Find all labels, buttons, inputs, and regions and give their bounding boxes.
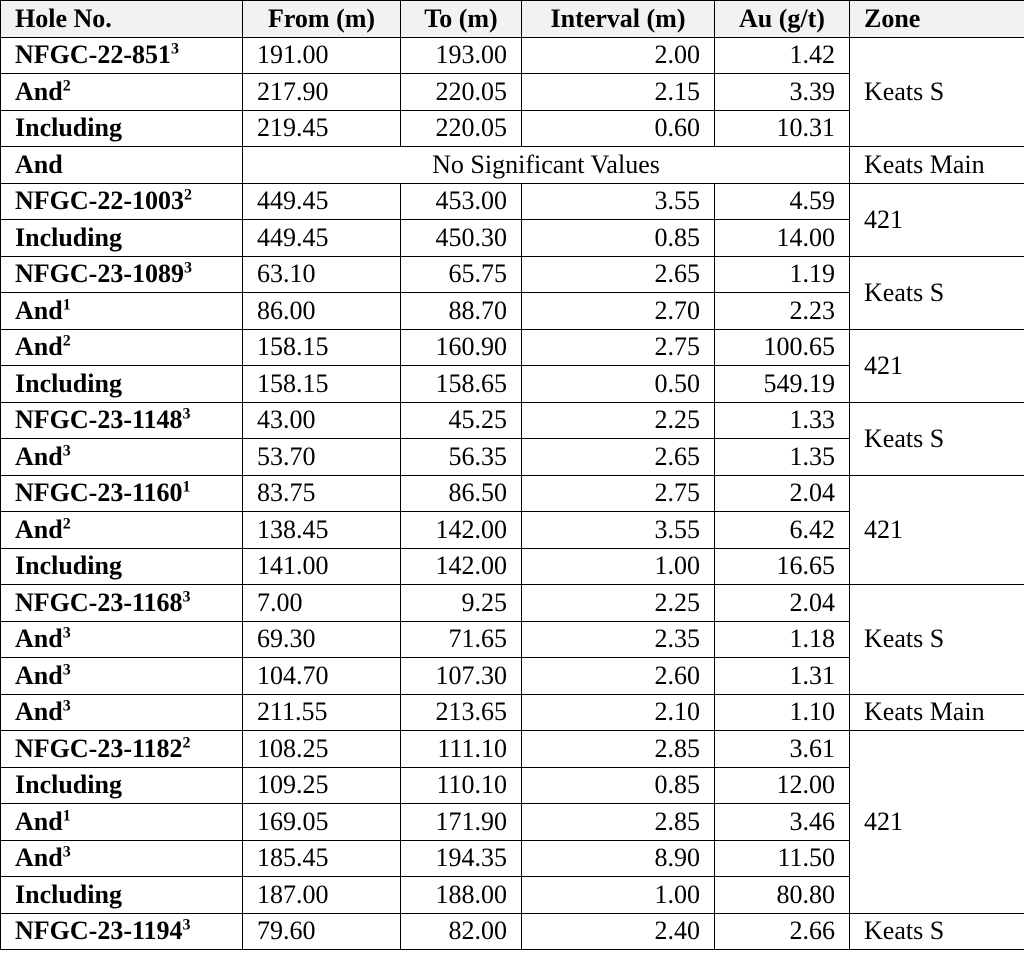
zone-cell: Keats S xyxy=(850,256,1024,329)
hole-no-cell xyxy=(1,74,243,111)
table-row xyxy=(1,585,1024,622)
hole-no-text: And xyxy=(15,806,63,836)
hole-no-text: Including xyxy=(15,222,122,252)
footnote-marker: 1 xyxy=(62,807,71,825)
hole-no-cell xyxy=(1,840,243,877)
hole-no-cell xyxy=(1,694,243,731)
au-cell: 3.46 xyxy=(715,804,850,841)
from-cell: 53.70 xyxy=(243,439,401,476)
zone-cell: 421 xyxy=(850,183,1024,256)
interval-cell: 0.50 xyxy=(522,366,715,403)
zone-cell: 421 xyxy=(850,329,1024,402)
from-cell: 158.15 xyxy=(243,366,401,403)
au-cell: 6.42 xyxy=(715,512,850,549)
hole-no-text: And xyxy=(15,76,63,106)
hole-no-cell xyxy=(1,220,243,257)
interval-cell: 8.90 xyxy=(522,840,715,877)
au-cell: 12.00 xyxy=(715,767,850,804)
to-cell: 188.00 xyxy=(401,877,522,914)
hole-no-cell xyxy=(1,183,243,220)
hole-no-text: And xyxy=(15,514,63,544)
header-to: To (m) xyxy=(401,1,522,38)
header-au: Au (g/t) xyxy=(715,1,850,38)
from-cell: 69.30 xyxy=(243,621,401,658)
hole-no-text: Including xyxy=(15,770,122,800)
interval-cell: 0.85 xyxy=(522,767,715,804)
interval-cell: 2.00 xyxy=(522,37,715,74)
table-row xyxy=(1,475,1024,512)
interval-cell: 2.25 xyxy=(522,402,715,439)
to-cell: 56.35 xyxy=(401,439,522,476)
to-cell: 142.00 xyxy=(401,548,522,585)
to-cell: 171.90 xyxy=(401,804,522,841)
from-cell: 79.60 xyxy=(243,913,401,950)
to-cell: 220.05 xyxy=(401,74,522,111)
from-cell: 141.00 xyxy=(243,548,401,585)
interval-cell: 3.55 xyxy=(522,183,715,220)
hole-no-cell xyxy=(1,767,243,804)
interval-cell: 2.70 xyxy=(522,293,715,330)
hole-no-cell xyxy=(1,147,243,184)
hole-no-text: NFGC-23-1148 xyxy=(15,405,183,435)
hole-no-cell xyxy=(1,658,243,695)
footnote-marker: 2 xyxy=(62,332,71,350)
hole-no-cell xyxy=(1,804,243,841)
au-cell: 3.39 xyxy=(715,74,850,111)
footnote-marker: 3 xyxy=(170,40,179,58)
footnote-marker: 3 xyxy=(62,843,71,861)
hole-no-text: Including xyxy=(15,113,122,143)
hole-no-cell xyxy=(1,877,243,914)
to-cell: 82.00 xyxy=(401,913,522,950)
to-cell: 450.30 xyxy=(401,220,522,257)
from-cell: 108.25 xyxy=(243,731,401,768)
footnote-marker: 3 xyxy=(62,624,71,642)
au-cell: 3.61 xyxy=(715,731,850,768)
interval-cell: 3.55 xyxy=(522,512,715,549)
to-cell: 453.00 xyxy=(401,183,522,220)
header-zone: Zone xyxy=(850,1,1024,38)
no-significant-values-cell: No Significant Values xyxy=(243,147,850,184)
au-cell: 1.18 xyxy=(715,621,850,658)
au-cell: 80.80 xyxy=(715,877,850,914)
interval-cell: 2.65 xyxy=(522,439,715,476)
footnote-marker: 2 xyxy=(62,77,71,95)
from-cell: 169.05 xyxy=(243,804,401,841)
au-cell: 549.19 xyxy=(715,366,850,403)
interval-cell: 2.60 xyxy=(522,658,715,695)
hole-no-text: Including xyxy=(15,368,122,398)
interval-cell: 2.10 xyxy=(522,694,715,731)
from-cell: 449.45 xyxy=(243,220,401,257)
table-row xyxy=(1,731,1024,768)
footnote-marker: 2 xyxy=(183,186,192,204)
interval-cell: 2.35 xyxy=(522,621,715,658)
au-cell: 4.59 xyxy=(715,183,850,220)
hole-no-cell xyxy=(1,913,243,950)
to-cell: 71.65 xyxy=(401,621,522,658)
to-cell: 194.35 xyxy=(401,840,522,877)
from-cell: 7.00 xyxy=(243,585,401,622)
to-cell: 111.10 xyxy=(401,731,522,768)
hole-no-text: And xyxy=(15,624,63,654)
to-cell: 110.10 xyxy=(401,767,522,804)
hole-no-text: And xyxy=(15,332,63,362)
zone-cell: Keats Main xyxy=(850,694,1024,731)
table-row xyxy=(1,256,1024,293)
interval-cell: 2.65 xyxy=(522,256,715,293)
au-cell: 2.23 xyxy=(715,293,850,330)
hole-no-cell xyxy=(1,585,243,622)
hole-no-cell xyxy=(1,293,243,330)
au-cell: 16.65 xyxy=(715,548,850,585)
to-cell: 220.05 xyxy=(401,110,522,147)
hole-no-cell xyxy=(1,366,243,403)
zone-cell: Keats S xyxy=(850,585,1024,695)
interval-cell: 2.85 xyxy=(522,804,715,841)
table-row xyxy=(1,183,1024,220)
hole-no-text: NFGC-23-1160 xyxy=(15,478,183,508)
to-cell: 45.25 xyxy=(401,402,522,439)
au-cell: 2.66 xyxy=(715,913,850,950)
hole-no-text: And xyxy=(15,149,63,179)
footnote-marker: 2 xyxy=(182,734,191,752)
footnote-marker: 2 xyxy=(62,515,71,533)
au-cell: 1.10 xyxy=(715,694,850,731)
to-cell: 193.00 xyxy=(401,37,522,74)
au-cell: 1.31 xyxy=(715,658,850,695)
hole-no-cell xyxy=(1,402,243,439)
table-row xyxy=(1,37,1024,74)
hole-no-text: NFGC-22-851 xyxy=(15,40,171,70)
zone-cell: Keats S xyxy=(850,913,1024,950)
footnote-marker: 3 xyxy=(62,697,71,715)
hole-no-cell xyxy=(1,731,243,768)
to-cell: 213.65 xyxy=(401,694,522,731)
interval-cell: 0.60 xyxy=(522,110,715,147)
hole-no-cell xyxy=(1,37,243,74)
to-cell: 9.25 xyxy=(401,585,522,622)
from-cell: 211.55 xyxy=(243,694,401,731)
from-cell: 86.00 xyxy=(243,293,401,330)
zone-cell: Keats S xyxy=(850,37,1024,147)
from-cell: 63.10 xyxy=(243,256,401,293)
from-cell: 449.45 xyxy=(243,183,401,220)
from-cell: 185.45 xyxy=(243,840,401,877)
from-cell: 138.45 xyxy=(243,512,401,549)
zone-cell: Keats Main xyxy=(850,147,1024,184)
footnote-marker: 3 xyxy=(182,405,191,423)
to-cell: 158.65 xyxy=(401,366,522,403)
from-cell: 83.75 xyxy=(243,475,401,512)
footnote-marker: 1 xyxy=(182,478,191,496)
header-row xyxy=(1,1,1024,38)
interval-cell: 2.40 xyxy=(522,913,715,950)
zone-cell: 421 xyxy=(850,475,1024,585)
to-cell: 142.00 xyxy=(401,512,522,549)
footnote-marker: 3 xyxy=(182,916,191,934)
hole-no-cell xyxy=(1,110,243,147)
au-cell: 100.65 xyxy=(715,329,850,366)
header-interval: Interval (m) xyxy=(522,1,715,38)
hole-no-text: NFGC-23-1089 xyxy=(15,259,184,289)
au-cell: 10.31 xyxy=(715,110,850,147)
hole-no-cell xyxy=(1,548,243,585)
au-cell: 2.04 xyxy=(715,475,850,512)
au-cell: 2.04 xyxy=(715,585,850,622)
from-cell: 158.15 xyxy=(243,329,401,366)
hole-no-text: And xyxy=(15,295,63,325)
hole-no-cell xyxy=(1,512,243,549)
au-cell: 1.19 xyxy=(715,256,850,293)
table-row xyxy=(1,694,1024,731)
zone-cell: Keats S xyxy=(850,402,1024,475)
from-cell: 43.00 xyxy=(243,402,401,439)
footnote-marker: 1 xyxy=(62,296,71,314)
footnote-marker: 3 xyxy=(62,442,71,460)
hole-no-text: Including xyxy=(15,551,122,581)
interval-cell: 1.00 xyxy=(522,548,715,585)
from-cell: 191.00 xyxy=(243,37,401,74)
au-cell: 14.00 xyxy=(715,220,850,257)
hole-no-text: NFGC-23-1194 xyxy=(15,916,183,946)
au-cell: 11.50 xyxy=(715,840,850,877)
table-row xyxy=(1,329,1024,366)
hole-no-text: Including xyxy=(15,879,122,909)
hole-no-text: And xyxy=(15,660,63,690)
to-cell: 107.30 xyxy=(401,658,522,695)
hole-no-text: NFGC-22-1003 xyxy=(15,186,184,216)
hole-no-cell xyxy=(1,439,243,476)
header-hole-no: Hole No. xyxy=(1,1,243,38)
from-cell: 219.45 xyxy=(243,110,401,147)
from-cell: 217.90 xyxy=(243,74,401,111)
to-cell: 65.75 xyxy=(401,256,522,293)
interval-cell: 0.85 xyxy=(522,220,715,257)
hole-no-text: NFGC-23-1168 xyxy=(15,587,183,617)
hole-no-cell xyxy=(1,621,243,658)
table-row xyxy=(1,913,1024,950)
from-cell: 109.25 xyxy=(243,767,401,804)
hole-no-text: And xyxy=(15,441,63,471)
au-cell: 1.42 xyxy=(715,37,850,74)
hole-no-cell xyxy=(1,475,243,512)
au-cell: 1.33 xyxy=(715,402,850,439)
footnote-marker: 3 xyxy=(182,588,191,606)
table-row xyxy=(1,147,1024,184)
interval-cell: 2.85 xyxy=(522,731,715,768)
interval-cell: 2.75 xyxy=(522,329,715,366)
to-cell: 86.50 xyxy=(401,475,522,512)
au-cell: 1.35 xyxy=(715,439,850,476)
footnote-marker: 3 xyxy=(183,259,192,277)
from-cell: 104.70 xyxy=(243,658,401,695)
interval-cell: 1.00 xyxy=(522,877,715,914)
to-cell: 88.70 xyxy=(401,293,522,330)
hole-no-text: And xyxy=(15,843,63,873)
hole-no-cell xyxy=(1,256,243,293)
interval-cell: 2.15 xyxy=(522,74,715,111)
table-row xyxy=(1,402,1024,439)
hole-no-text: NFGC-23-1182 xyxy=(15,733,183,763)
from-cell: 187.00 xyxy=(243,877,401,914)
hole-no-text: And xyxy=(15,697,63,727)
interval-cell: 2.75 xyxy=(522,475,715,512)
to-cell: 160.90 xyxy=(401,329,522,366)
zone-cell: 421 xyxy=(850,731,1024,914)
hole-no-cell xyxy=(1,329,243,366)
footnote-marker: 3 xyxy=(62,661,71,679)
header-from: From (m) xyxy=(243,1,401,38)
interval-cell: 2.25 xyxy=(522,585,715,622)
